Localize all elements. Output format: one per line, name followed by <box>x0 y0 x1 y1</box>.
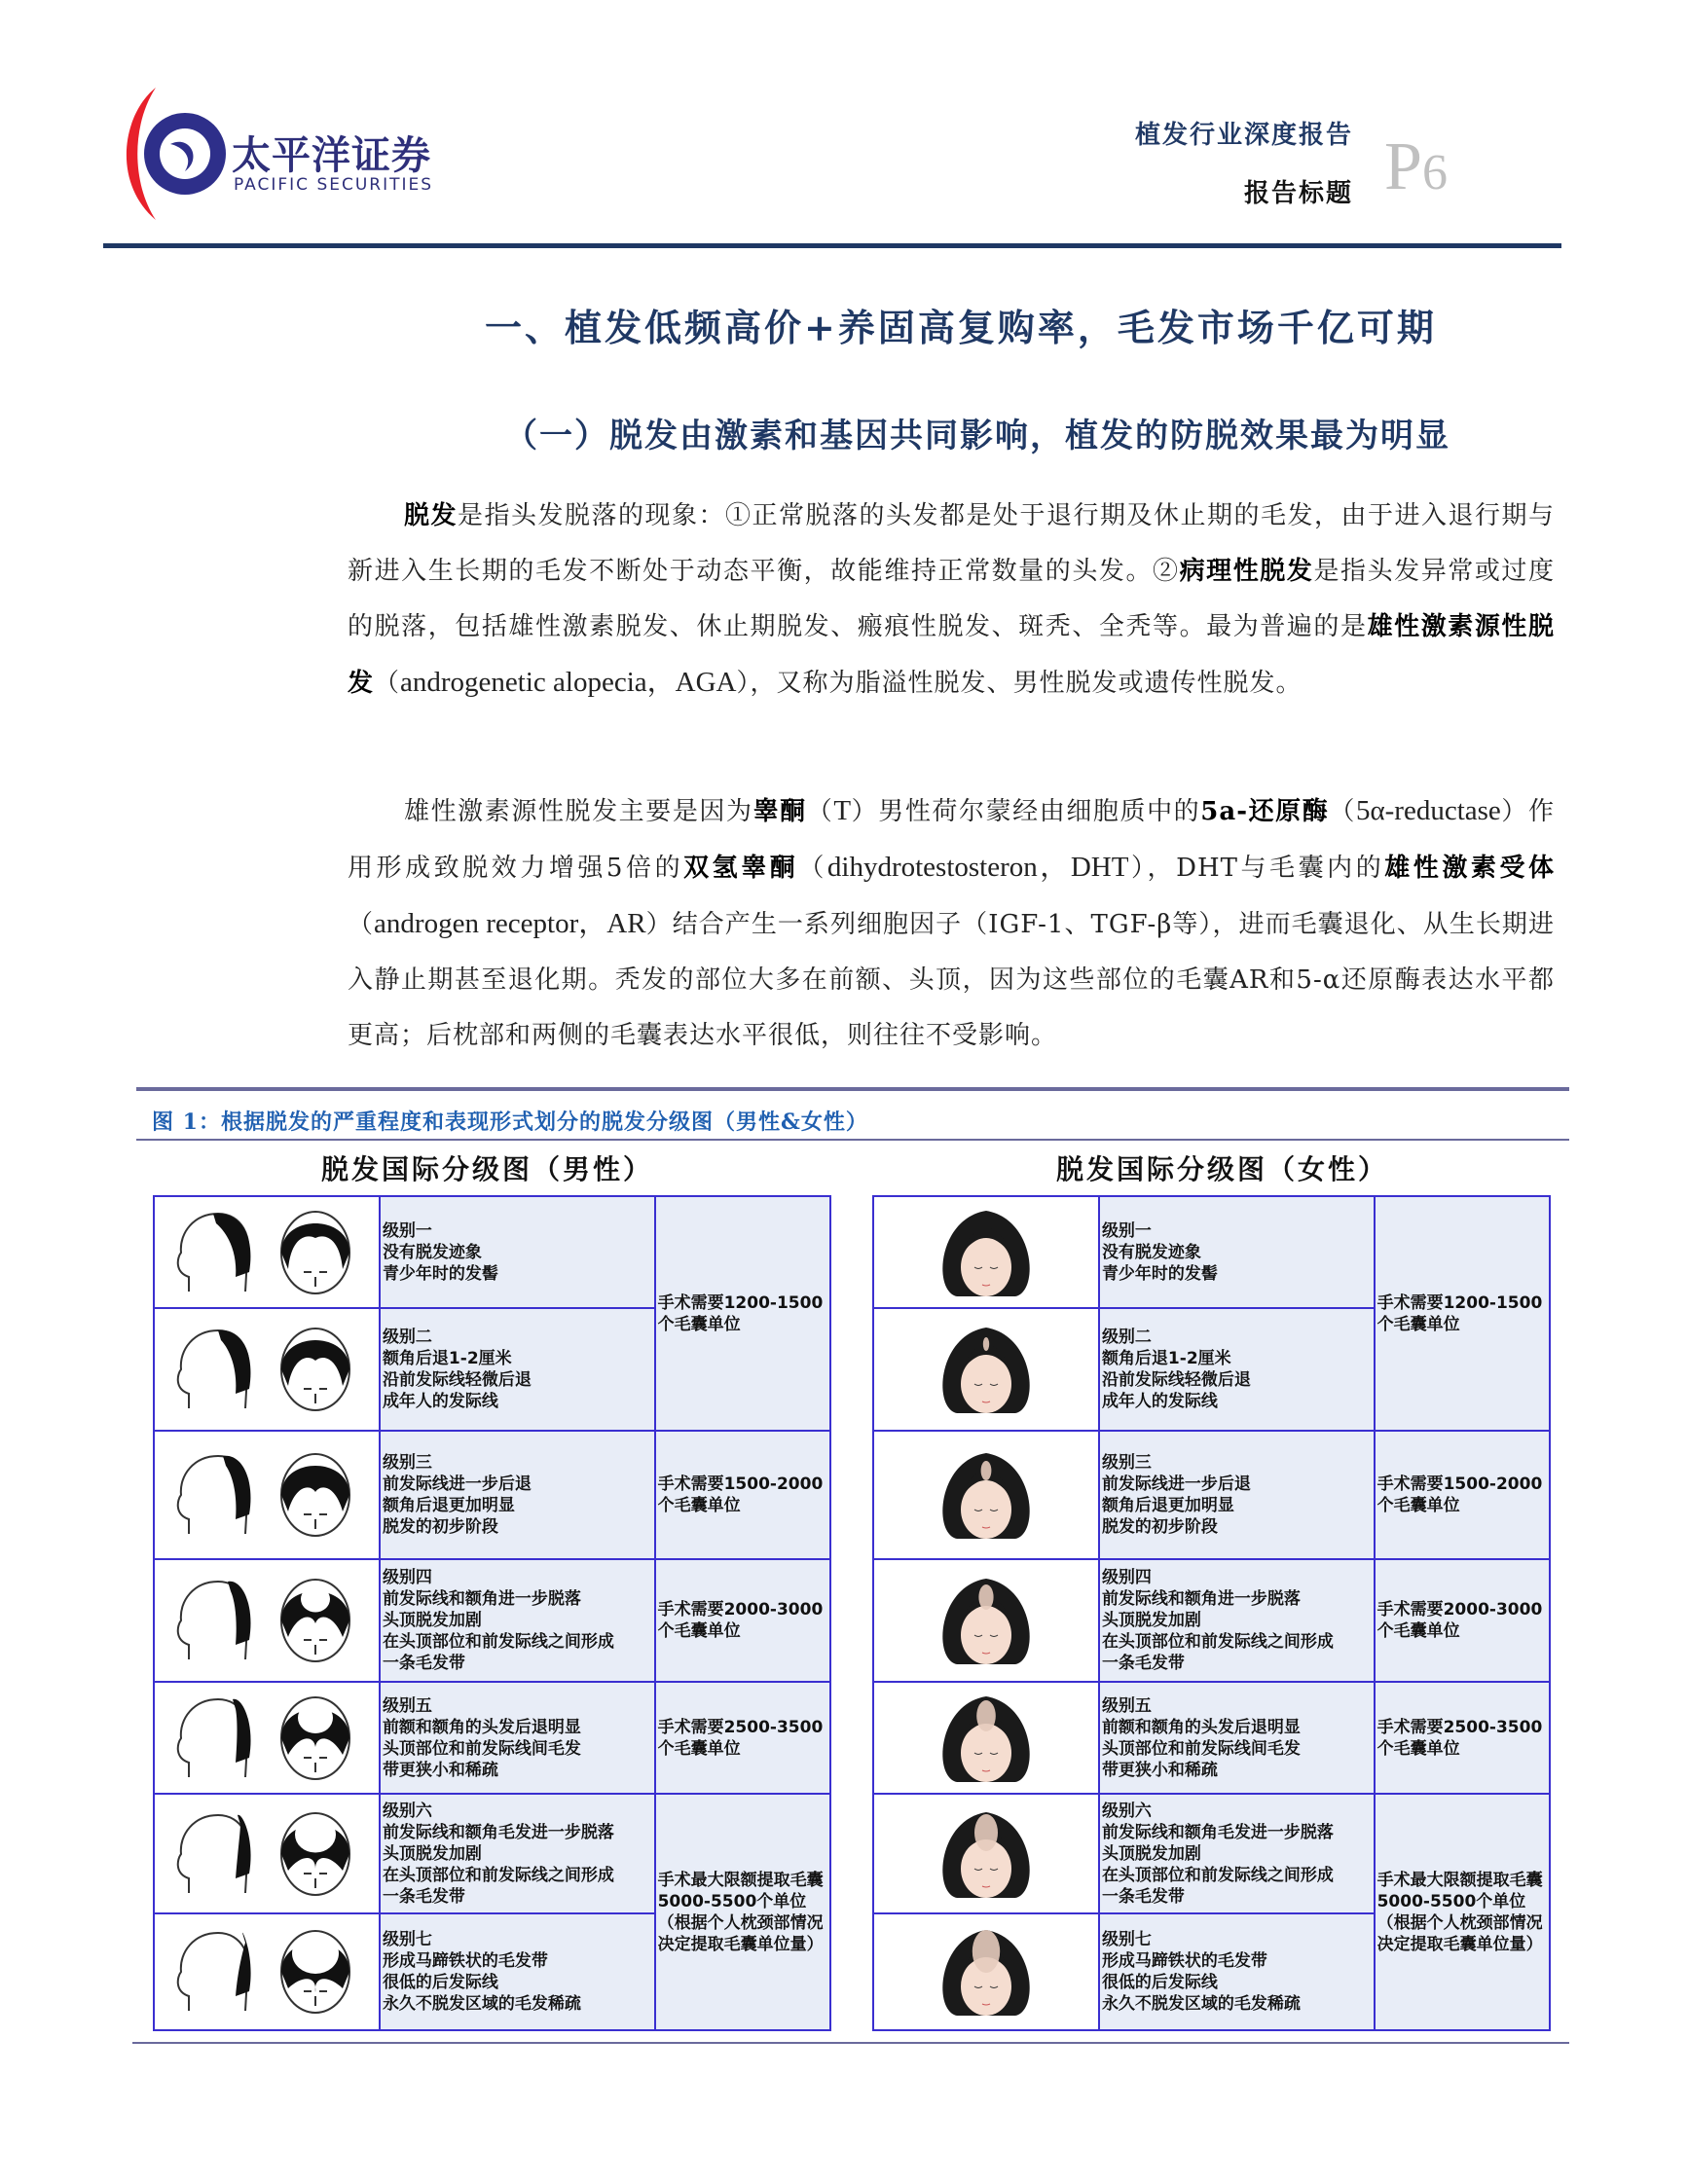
description-line: 级别三 <box>382 1453 432 1473</box>
description-line: 前发际线和额角毛发进一步脱落 <box>1101 1822 1334 1842</box>
description-line: 额角后退1-2厘米 <box>382 1349 512 1368</box>
description-line: 头顶脱发加剧 <box>1101 1843 1201 1864</box>
text-run: 5α-reductase <box>1355 795 1501 826</box>
table-row <box>873 1682 1550 1794</box>
figure-top-rule <box>136 1087 1569 1091</box>
description-line: 很低的后发际线 <box>1101 1973 1218 1992</box>
level-description <box>380 1913 655 2030</box>
female-head-illustration <box>873 1431 1099 1559</box>
table-row <box>154 1682 830 1794</box>
text-run: 雄性激素源性脱发 <box>348 612 1555 698</box>
description-line: 额角后退1-2厘米 <box>1101 1349 1231 1368</box>
male-head-illustration <box>154 1913 380 2030</box>
figure-caption-rule <box>136 1139 1569 1141</box>
description-line: 级别六 <box>1101 1801 1152 1821</box>
male-grading-table <box>153 1195 831 2031</box>
surgery-requirement: 手术需要1500-2000个毛囊单位 <box>655 1431 830 1559</box>
text-run: T <box>833 795 852 826</box>
surgery-requirement: 手术需要1200-1500个毛囊单位 <box>655 1196 830 1431</box>
description-line: 在头顶部位和前发际线之间形成 <box>1101 1632 1334 1652</box>
text-run: （ <box>806 797 834 826</box>
description-line: 形成马蹄铁状的毛发带 <box>382 1951 548 1971</box>
table-row <box>154 1559 830 1682</box>
level-description <box>380 1559 655 1682</box>
text-run: ）作用形成致脱效力增强5倍的 <box>348 797 1555 883</box>
description-line: 青少年时的发髻 <box>1101 1263 1218 1284</box>
description-line: 脱发的初步阶段 <box>1101 1517 1218 1537</box>
description-line: 在头顶部位和前发际线之间形成 <box>382 1632 614 1652</box>
text-run: 是指头发异常或过度的脱落，包括雄性激素脱发、休止期脱发、瘢痕性脱发、斑秃、全秃等。最为普遍的是 <box>348 557 1555 641</box>
header-rule <box>103 243 1561 248</box>
description-line: 一条毛发带 <box>1101 1886 1185 1907</box>
level-description <box>380 1308 655 1431</box>
female-chart-title: 脱发国际分级图（女性） <box>1056 1153 1389 1185</box>
description-line: 级别二 <box>382 1328 432 1347</box>
description-line: 很低的后发际线 <box>382 1973 498 1992</box>
male-head-illustration <box>154 1794 380 1913</box>
description-line: 脱发的初步阶段 <box>382 1517 498 1537</box>
text-run: 是指头发脱落的现象：①正常脱落的头发都是处于退行期及休止期的毛发，由于进入退行期与新进入生长期的毛发不断处于动态平衡，故能维持正常数量的头发。② <box>348 501 1555 586</box>
level-description <box>380 1682 655 1794</box>
description-line: 级别一 <box>1101 1220 1152 1241</box>
level-description <box>1099 1913 1375 2030</box>
report-title: 报告标题 <box>1243 179 1353 208</box>
table-row <box>873 1196 1550 1308</box>
table-row <box>154 1196 830 1308</box>
text-run: 雄性激素源性脱发主要是因为 <box>404 797 753 826</box>
female-head-illustration <box>873 1913 1099 2030</box>
description-line: 永久不脱发区域的毛发稀疏 <box>1101 1994 1301 2014</box>
female-grading-table <box>872 1195 1551 2031</box>
paragraph-1 <box>348 489 1555 711</box>
surgery-requirement: 手术需要1500-2000个毛囊单位 <box>1375 1431 1550 1559</box>
section-heading: 一、植发低频高价+养固高复购率，毛发市场千亿可期 <box>485 306 1437 349</box>
description-line: 在头顶部位和前发际线之间形成 <box>382 1865 614 1885</box>
description-line: 形成马蹄铁状的毛发带 <box>1101 1951 1267 1971</box>
text-run: 双氢睾酮 <box>683 854 799 883</box>
description-line: 级别六 <box>382 1801 432 1821</box>
logo-mark-icon <box>117 86 232 222</box>
description-line: 成年人的发际线 <box>1101 1392 1218 1411</box>
description-line: 没有脱发迹象 <box>1101 1242 1201 1262</box>
text-run: ），又称为脂溢性脱发、男性脱发或遗传性脱发。 <box>736 669 1303 698</box>
description-line: 前发际线进一步后退 <box>1101 1474 1251 1494</box>
text-run: （ <box>798 854 827 883</box>
surgery-requirement: 手术需要2000-3000个毛囊单位 <box>1375 1559 1550 1682</box>
description-line: 前额和额角的头发后退明显 <box>382 1717 581 1737</box>
company-logo <box>117 86 438 222</box>
female-head-illustration <box>873 1559 1099 1682</box>
level-description <box>380 1794 655 1913</box>
description-line: 级别七 <box>382 1930 432 1949</box>
level-description <box>380 1431 655 1559</box>
description-line: 带更狭小和稀疏 <box>1101 1760 1218 1780</box>
surgery-requirement: 手术最大限额提取毛囊5000-5500个单位（根据个人枕颈部情况决定提取毛囊单位量） <box>1375 1794 1550 2030</box>
description-line: 带更狭小和稀疏 <box>382 1760 498 1780</box>
text-run: ），DHT与毛囊内的 <box>1128 854 1385 883</box>
level-description <box>1099 1431 1375 1559</box>
description-line: 额角后退更加明显 <box>382 1496 515 1515</box>
description-line: 永久不脱发区域的毛发稀疏 <box>382 1994 581 2014</box>
text-run: ）男性荷尔蒙经由细胞质中的 <box>851 797 1201 826</box>
description-line: 级别四 <box>382 1568 432 1587</box>
description-line: 沿前发际线轻微后退 <box>382 1370 532 1390</box>
description-line: 级别五 <box>1101 1695 1152 1716</box>
description-line: 前发际线和额角毛发进一步脱落 <box>382 1822 614 1842</box>
level-description <box>1099 1682 1375 1794</box>
table-row <box>873 1794 1550 1913</box>
description-line: 没有脱发迹象 <box>382 1242 482 1262</box>
level-description <box>1099 1794 1375 1913</box>
description-line: 级别四 <box>1101 1568 1152 1587</box>
female-head-illustration <box>873 1794 1099 1913</box>
report-type: 植发行业深度报告 <box>1134 121 1353 150</box>
text-run: （ <box>374 669 401 698</box>
surgery-requirement: 手术需要2000-3000个毛囊单位 <box>655 1559 830 1682</box>
description-line: 在头顶部位和前发际线之间形成 <box>1101 1865 1334 1885</box>
male-head-illustration <box>154 1196 380 1308</box>
text-run: 雄性激素受体 <box>1384 854 1555 883</box>
logo-en: PACIFIC SECURITIES <box>234 175 434 195</box>
male-head-illustration <box>154 1682 380 1794</box>
female-head-illustration <box>873 1308 1099 1431</box>
level-description <box>1099 1559 1375 1682</box>
text-run: 5a-还原酶 <box>1200 797 1330 826</box>
level-description <box>1099 1196 1375 1308</box>
figure-caption: 图 1：根据脱发的严重程度和表现形式划分的脱发分级图（男性&女性） <box>152 1110 868 1135</box>
description-line: 一条毛发带 <box>382 1654 465 1673</box>
description-line: 成年人的发际线 <box>382 1392 498 1411</box>
description-line: 前发际线和额角进一步脱落 <box>382 1589 581 1609</box>
table-row <box>154 1794 830 1913</box>
surgery-requirement: 手术需要1200-1500个毛囊单位 <box>1375 1196 1550 1431</box>
text-run: （ <box>1329 797 1356 826</box>
description-line: 一条毛发带 <box>382 1886 465 1907</box>
male-head-illustration <box>154 1308 380 1431</box>
description-line: 头顶部位和前发际线间毛发 <box>1101 1738 1301 1759</box>
figure-bottom-rule <box>132 2042 1569 2044</box>
surgery-requirement: 手术需要2500-3500个毛囊单位 <box>655 1682 830 1794</box>
level-description <box>380 1196 655 1308</box>
description-line: 头顶脱发加剧 <box>382 1843 482 1864</box>
female-head-illustration <box>873 1196 1099 1308</box>
description-line: 级别三 <box>1101 1453 1152 1473</box>
paragraph-2 <box>348 783 1555 1064</box>
description-line: 青少年时的发髻 <box>382 1263 498 1284</box>
surgery-requirement: 手术最大限额提取毛囊5000-5500个单位（根据个人枕颈部情况决定提取毛囊单位量） <box>655 1794 830 2030</box>
level-description <box>1099 1308 1375 1431</box>
description-line: 级别七 <box>1101 1930 1152 1949</box>
description-line: 前发际线和额角进一步脱落 <box>1101 1589 1301 1609</box>
text-run: 病理性脱发 <box>1179 557 1314 586</box>
description-line: 级别五 <box>382 1695 432 1716</box>
description-line: 头顶脱发加剧 <box>1101 1611 1201 1630</box>
male-head-illustration <box>154 1431 380 1559</box>
table-row <box>873 1431 1550 1559</box>
table-row <box>873 1559 1550 1682</box>
text-run: 睾酮 <box>752 797 807 826</box>
text-run: androgen receptor，AR <box>374 908 646 939</box>
subsection-heading: （一）脱发由激素和基因共同影响，植发的防脱效果最为明显 <box>504 417 1450 455</box>
description-line: 一条毛发带 <box>1101 1654 1185 1673</box>
description-line: 级别一 <box>382 1220 432 1241</box>
text-run: ）结合产生一系列细胞因子（IGF-1、TGF-β等），进而毛囊退化、从生长期进入静止期甚至退化期。秃发的部位大多在前额、头顶，因为这些部位的毛囊AR和5-α还原酶表达水平都更高；后枕部和两侧的毛囊表达水平很低，则往往不受影响。 <box>348 910 1555 1050</box>
table-row <box>154 1431 830 1559</box>
text-run: 脱发 <box>404 501 458 530</box>
text-run: androgenetic alopecia，AGA <box>400 667 737 698</box>
page-number: P6 <box>1384 129 1448 204</box>
logo-cn: 太平洋证券 <box>232 133 431 178</box>
description-line: 头顶部位和前发际线间毛发 <box>382 1738 581 1759</box>
text-run: （ <box>348 910 375 939</box>
surgery-requirement: 手术需要2500-3500个毛囊单位 <box>1375 1682 1550 1794</box>
male-chart-title: 脱发国际分级图（男性） <box>321 1153 654 1185</box>
description-line: 沿前发际线轻微后退 <box>1101 1370 1251 1390</box>
female-head-illustration <box>873 1682 1099 1794</box>
description-line: 头顶脱发加剧 <box>382 1611 482 1630</box>
description-line: 级别二 <box>1101 1328 1152 1347</box>
description-line: 额角后退更加明显 <box>1101 1496 1234 1515</box>
male-head-illustration <box>154 1559 380 1682</box>
text-run: dihydrotestosteron，DHT <box>826 852 1129 883</box>
description-line: 前额和额角的头发后退明显 <box>1101 1717 1301 1737</box>
description-line: 前发际线进一步后退 <box>382 1474 532 1494</box>
